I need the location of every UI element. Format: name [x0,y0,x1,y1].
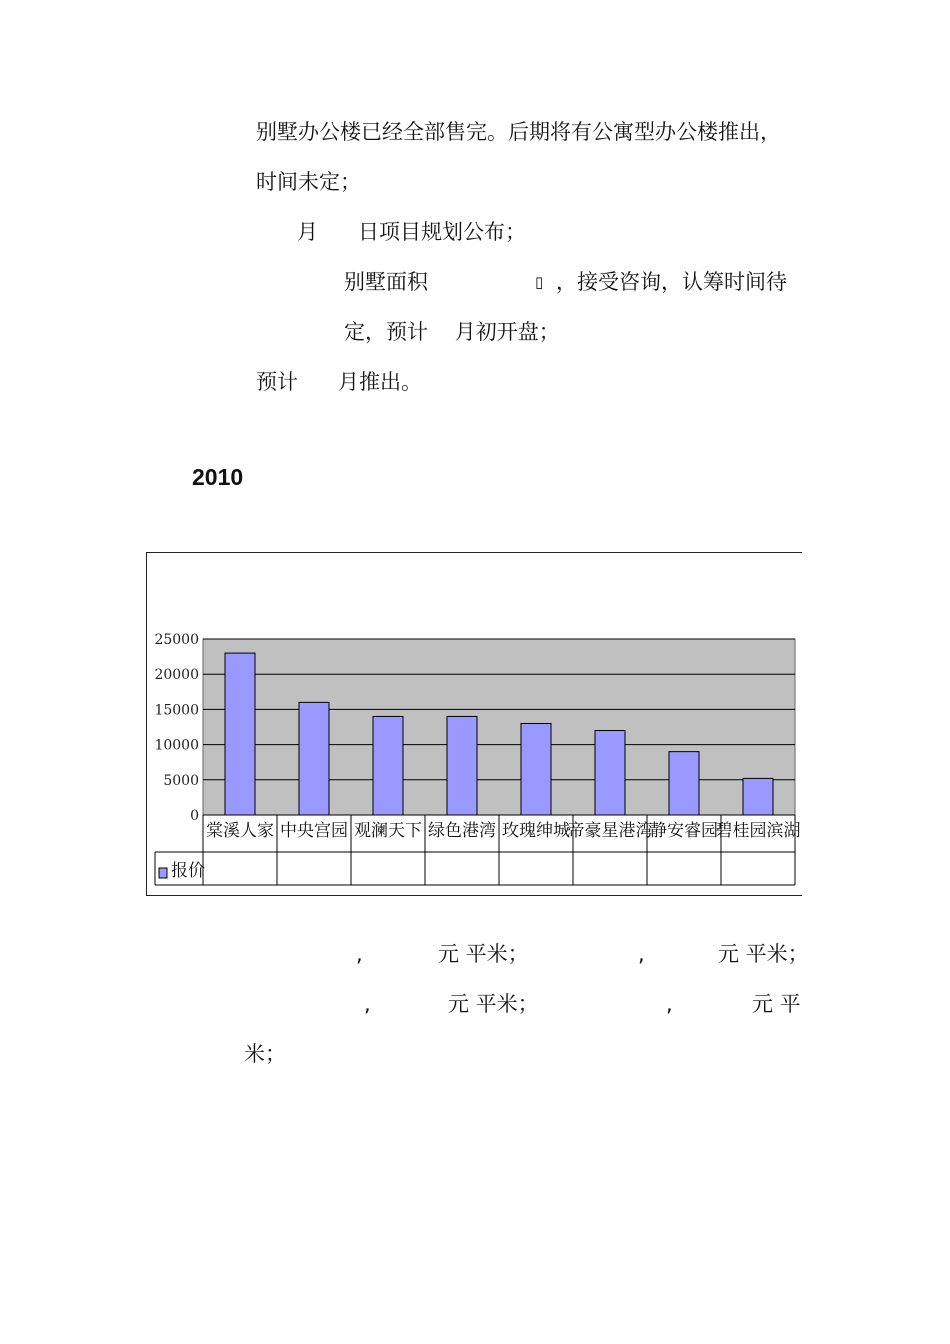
price-unit: 米； [244,1042,286,1066]
bar [225,653,255,815]
paragraph-line: 别墅办公楼已经全部售完。后期将有公寓型办公楼推出， [256,120,781,144]
price-unit: 元 平米； [448,992,539,1016]
chart-canvas [147,553,803,897]
y-tick-label: 10000 [154,737,199,754]
category-label: 中央宫园 [280,821,348,841]
category-label: 棠溪人家 [206,821,274,841]
missing-glyph-icon: ▯ [535,273,544,291]
y-tick-label: 15000 [154,702,199,719]
plot-area [203,639,795,815]
bar [743,778,773,815]
paragraph-line: 定，预计 月初开盘； [344,320,560,344]
paragraph-line: 月 [297,220,318,244]
price-separator: , [356,942,363,966]
y-tick-label: 5000 [163,772,199,789]
y-tick-label: 20000 [154,667,199,684]
category-label: 观澜天下 [354,821,422,841]
paragraph-line: ，接受咨询，认筹时间待 [556,270,787,294]
paragraph-line: 预计 月推出。 [256,370,423,394]
y-tick-label: 25000 [154,632,199,648]
bar [521,723,551,815]
bar-chart [146,552,802,896]
price-unit: 元 平 [752,992,801,1016]
legend-label: 报价 [171,861,205,881]
category-label: 碧桂园滨湖 [715,821,801,841]
price-unit: 元 平米； [438,942,529,966]
paragraph-line: 时间未定； [256,170,361,194]
category-label: 静安睿园 [650,821,718,841]
category-label: 绿色港湾 [428,821,496,841]
price-unit: 元 平米； [718,942,809,966]
section-heading-year: 2010 [192,464,244,490]
bar [595,731,625,815]
legend-swatch [159,868,167,878]
paragraph-line: 日项目规划公布； [358,220,526,244]
price-separator: , [638,942,645,966]
bar [299,702,329,815]
y-tick-label: 0 [190,808,199,824]
price-separator: , [364,992,371,1016]
category-label: 帝豪星港湾 [567,821,653,841]
bar [447,716,477,815]
price-separator: , [666,992,673,1016]
category-label: 玫瑰绅城 [502,821,570,841]
bar [373,716,403,815]
paragraph-line: 别墅面积 [344,270,428,294]
bar [669,752,699,815]
